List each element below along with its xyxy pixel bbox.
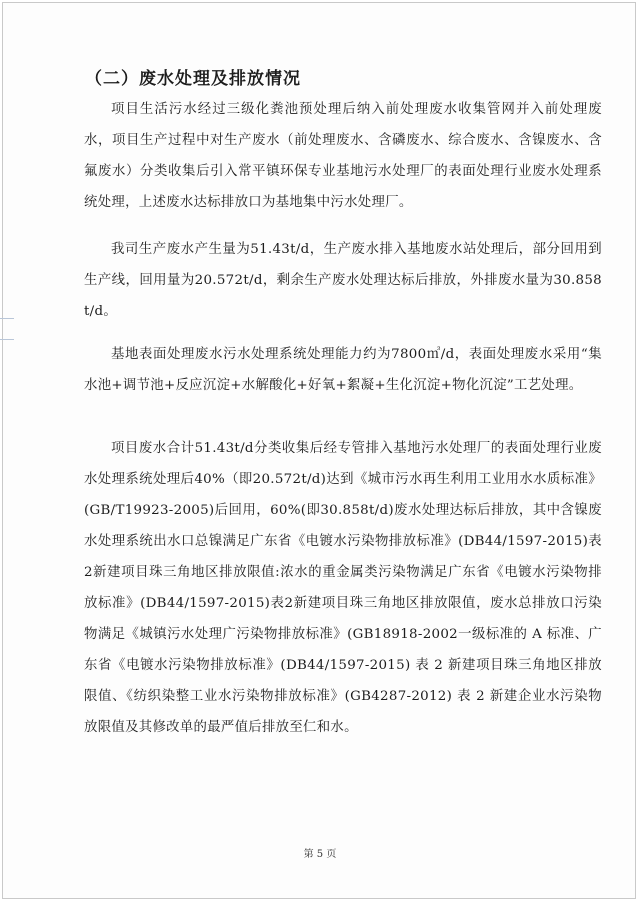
page-edge-mark [0,339,14,340]
paragraph-wastewater-volume: 我司生产废水产生量为51.43t/d，生产废水排入基地废水站处理后，部分回用到生产线，回用量为20.572t/d，剩余生产废水处理达标后排放，外排废水量为30.858t/d。 [84,242,602,319]
paragraph-discharge-standards: 项目废水合计51.43t/d分类收集后经专管排入基地污水处理厂的表面处理行业废水处理系统处理后40%（即20.572t/d)达到《城市污水再生利用工业用水水质标准》(GB/T19923-2005)后回用，60%(即30.858t/d)废水处理达标后排放，其中含镍废水处理系统出水口总镍满足广东省《电镀水污染物排放标准》(DB44/1597-2015)表2新建项目珠三角地区排放限值:浓水的重金属类污染物满足广东省《电镀水污染物排放标准》(DB44/1597-2015)表2新建项目珠三角地区排放限值，废水总排放口污染物满足《城镇污水处理广污染物排放标准》(GB18918-2002一级标准的 A 标准、广东省《电镀水污染物排放标准》(DB44/1597-2015) 表 2 新建项目珠三角地区排放限值、《纺织染整工业水污染物排放标准》(GB4287-2012) 表 2 新建企业水污染物放限值及其修改单的最严值后排放至仁和水。 [84,441,602,735]
page-number: 第 5 页 [303,849,337,860]
section-heading: （二）废水处理及排放情况 [85,69,301,89]
page-edge-mark [0,318,14,319]
paragraph-sewage-treatment: 项目生活污水经过三级化粪池预处理后纳入前处理废水收集管网并入前处理废水，项目生产过程中对生产废水（前处理废水、含磷废水、综合废水、含镍废水、含氟废水）分类收集后引入常平镇环保专业基地污水处理厂的表面处理行业废水处理系统处理，上述废水达标排放口为基地集中污水处理厂。 [84,102,602,210]
paragraph-base-capacity: 基地表面处理废水污水处理系统处理能力约为7800㎥/d，表面处理废水采用“集水池+调节池+反应沉淀+水解酸化+好氧+絮凝+生化沉淀+物化沉淀”工艺处理。 [84,347,602,393]
